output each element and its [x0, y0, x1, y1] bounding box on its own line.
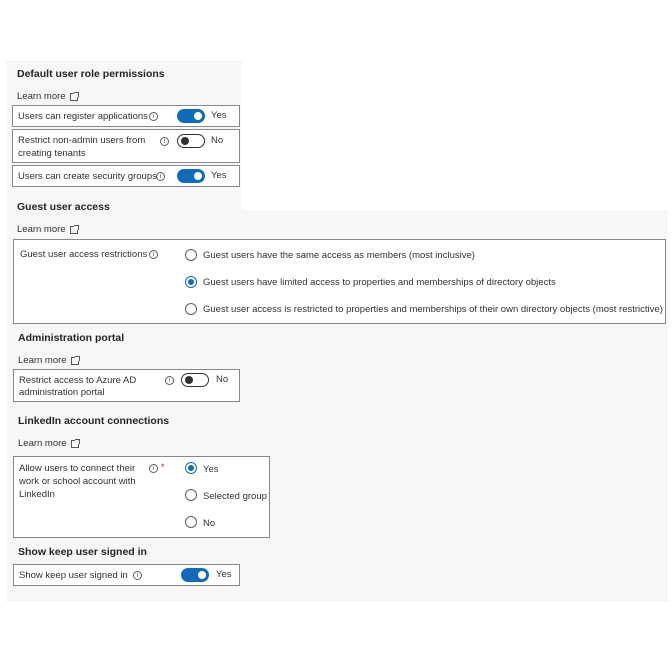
info-icon[interactable]: i [149, 464, 158, 473]
setting-label-line1: Allow users to connect their [19, 463, 136, 474]
info-icon[interactable]: i [149, 250, 158, 259]
setting-label-line1: Restrict non-admin users from [18, 135, 146, 146]
toggle-knob [194, 112, 202, 120]
toggle-state-label: Yes [211, 110, 227, 121]
linkedin-option-label-2: No [203, 518, 216, 529]
setting-label: Show keep user signed in [19, 570, 128, 581]
toggle-state-label: Yes [216, 569, 232, 580]
section-heading-admin-portal: Administration portal [18, 332, 125, 344]
learn-more-link[interactable] [17, 91, 78, 102]
required-mark: * [161, 462, 165, 472]
setting-label-line3: LinkedIn [19, 489, 55, 500]
toggle-knob [194, 172, 202, 180]
learn-more-text: Learn more [17, 224, 66, 235]
setting-linkedin [13, 456, 270, 538]
setting-guest-restrictions [13, 239, 666, 324]
learn-more-link[interactable] [18, 438, 79, 449]
setting-register-apps [12, 105, 240, 127]
setting-label-line2: work or school account with [19, 476, 136, 487]
linkedin-option-radio-2[interactable] [185, 516, 197, 528]
learn-more-link[interactable] [17, 224, 78, 235]
setting-label-line1: Restrict access to Azure AD [19, 375, 137, 386]
info-icon[interactable]: i [149, 112, 158, 121]
info-icon[interactable]: i [160, 137, 169, 146]
section-heading-keep-signed-in: Show keep user signed in [18, 546, 147, 558]
external-link-icon [71, 357, 79, 365]
admin-portal-toggle[interactable] [181, 373, 209, 387]
setting-keep-signed-in [13, 564, 240, 586]
linkedin-option-label-1: Selected group [203, 491, 267, 502]
guest-option-label-1: Guest users have limited access to properties and memberships of directory objects [203, 277, 556, 288]
external-link-icon [70, 93, 78, 101]
guest-option-label-2: Guest user access is restricted to properties and memberships of their own directory objects (most restrictive) [203, 304, 663, 315]
linkedin-option-radio-0[interactable] [185, 462, 197, 474]
register-apps-toggle[interactable] [177, 109, 205, 123]
setting-admin-portal [13, 369, 240, 402]
linkedin-option-radio-1[interactable] [185, 489, 197, 501]
external-link-icon [70, 226, 78, 234]
linkedin-option-label-0: Yes [203, 464, 219, 475]
learn-more-link[interactable] [18, 355, 79, 366]
info-icon[interactable]: i [133, 571, 142, 580]
guest-option-radio-2[interactable] [185, 303, 197, 315]
setting-label-line2: creating tenants [18, 148, 86, 159]
setting-security-groups [12, 165, 240, 187]
info-icon[interactable]: i [165, 376, 174, 385]
setting-label-line2: administration portal [19, 387, 105, 398]
security-groups-toggle[interactable] [177, 169, 205, 183]
guest-option-label-0: Guest users have the same access as members (most inclusive) [203, 250, 475, 261]
setting-label: Guest user access restrictions [20, 249, 148, 260]
toggle-knob [181, 137, 189, 145]
learn-more-text: Learn more [18, 355, 67, 366]
info-icon[interactable]: i [156, 172, 165, 181]
toggle-knob [198, 571, 206, 579]
toggle-state-label: No [216, 374, 229, 385]
setting-label: Users can register applications [18, 111, 148, 122]
toggle-knob [185, 376, 193, 384]
guest-option-radio-0[interactable] [185, 249, 197, 261]
section-heading-linkedin: LinkedIn account connections [18, 415, 170, 427]
keep-signed-in-toggle[interactable] [181, 568, 209, 582]
restrict-tenants-toggle[interactable] [177, 134, 205, 148]
section-heading-default-role: Default user role permissions [17, 68, 165, 80]
learn-more-text: Learn more [18, 438, 67, 449]
setting-restrict-tenants [12, 129, 240, 163]
toggle-state-label: No [211, 135, 224, 146]
toggle-state-label: Yes [211, 170, 227, 181]
external-link-icon [71, 440, 79, 448]
learn-more-text: Learn more [17, 91, 66, 102]
guest-option-radio-1[interactable] [185, 276, 197, 288]
setting-label: Users can create security groups [18, 171, 157, 182]
section-heading-guest: Guest user access [17, 201, 110, 213]
